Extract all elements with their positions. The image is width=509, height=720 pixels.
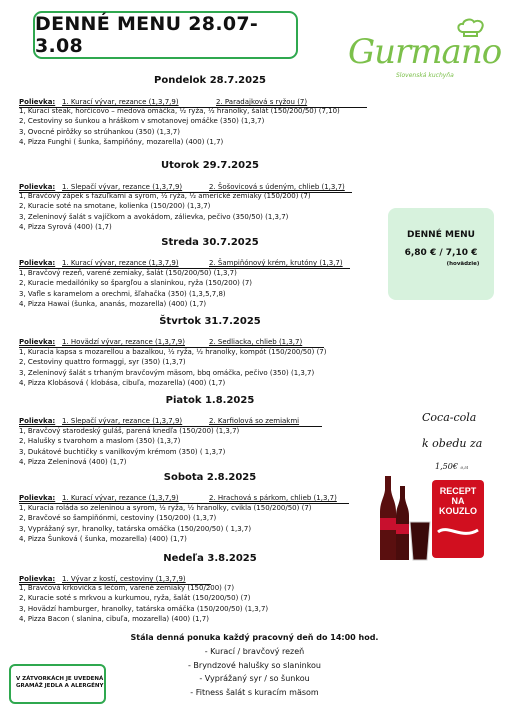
soup-1: 1. Kurací vývar, rezance (1,3,7,9) [62, 494, 179, 502]
dish-item: 4, Pizza Hawai (šunka, ananás, mozarella) (400) (1,7) [19, 299, 207, 308]
dish-item: 4, Pizza Klobásová ( klobása, cibuľa, mozarella) (400) (1,7) [19, 378, 226, 387]
allergen-note [9, 664, 106, 704]
soup-label: Polievka: [19, 259, 56, 267]
dish-list [19, 503, 312, 544]
dish-item: 4, Pizza Syrová (400) (1,7) [19, 222, 112, 231]
dish-item: 3, Dukátové buchtičky s vanilkovým krémom (350) ( 1,3,7) [19, 447, 226, 456]
dish-item: 2, Cestoviny so šunkou a hráškom v smotanovej omáčke (350) (1,3,7) [19, 117, 265, 126]
cola-bottle-icon [380, 476, 396, 560]
dish-item: 3, Zeleninový šalát s vajíčkom a avokádom, zálievka, pečivo (350/50) (1,3,7) [19, 212, 289, 221]
dish-item: 1, Kuracia kapsa s mozarellou a bazalkou, ½ ryža, ½ hranolky, kompót (150/200/50) (7) [19, 348, 327, 356]
soup-2: 2. Šampiňónový krém, krutóny (1,3,7) [209, 259, 343, 267]
soup-1: 1. Hovädzí vývar, rezance (1,3,7,9) [62, 338, 185, 346]
soup-row [19, 417, 300, 425]
dish-item: 1, Bravčová krkovička s lečom, varené zemiaky (150/200) (7) [19, 584, 235, 592]
dish-item: 1, Bravčový zápek s fazuľkami a syrom, ½ ryža, ½ americké zemiaky (150/200) (7) [19, 192, 311, 200]
allergen-note-line: V ZÁTVORKÁCH JE UVEDENÁ [16, 676, 104, 682]
standing-offer-item: - Vyprážaný syr / so šunkou [199, 674, 310, 684]
cola-price-unit: 0,5l [460, 465, 469, 470]
day-heading: Štvrtok 31.7.2025 [159, 316, 261, 327]
standing-offer-item: - Fitness šalát s kuracím mäsom [190, 687, 319, 697]
soup-1: 1. Slepačí vývar, rezance (1,3,7,9) [62, 417, 183, 425]
soup-2: 2. Paradajková s ryžou (7) [216, 98, 308, 106]
cola-sign [432, 480, 484, 558]
soup-label: Polievka: [19, 494, 56, 502]
dish-item: 4, Pizza Zeleninová (400) (1,7) [19, 457, 127, 466]
cola-promo-line1: Coca-cola [422, 411, 477, 424]
soup-row [19, 98, 308, 106]
cola-bottle-icon [396, 486, 409, 560]
soup-label: Polievka: [19, 183, 56, 191]
day-heading: Pondelok 28.7.2025 [154, 75, 266, 86]
soup-label: Polievka: [19, 338, 56, 346]
dish-list [19, 583, 268, 624]
soup-row [19, 259, 343, 267]
soup-row [19, 575, 186, 583]
cola-promo-line2: k obedu za [422, 437, 483, 450]
dish-item: 1, Bravčový rezeň, varené zemiaky, šalát (150/200/50) (1,3,7) [19, 269, 237, 277]
coca-cola-bottles-image [370, 472, 488, 562]
soup-1: 1. Kurací vývar, rezance (1,3,7,9) [62, 98, 179, 106]
soup-1: 1. Slepačí vývar, rezance (1,3,7,9) [62, 183, 183, 191]
logo-wordmark: Gurmano [348, 32, 502, 72]
day-heading: Nedeľa 3.8.2025 [163, 553, 257, 564]
dish-item: 2, Bravčové so šampiňónmi, cestoviny (150/200) (1,3,7) [19, 514, 217, 523]
dish-item: 3, Vafle s karamelom a orechmi, šľahačka (350) (1,3,5,7,8) [19, 289, 226, 298]
price-box-note: (hovädzie) [446, 261, 480, 267]
dish-list [19, 106, 340, 147]
soup-label: Polievka: [19, 98, 56, 106]
price-box-price: 6,80 € / 7,10 € [404, 248, 478, 258]
soup-2: 2. Karfiolová so zemiakmi [209, 417, 300, 425]
dish-item: 3, Hovädzí hamburger, hranolky, tatárska omáčka (150/200/50) (1,3,7) [19, 604, 269, 613]
price-box-title: DENNÉ MENU [407, 230, 475, 240]
dish-list [19, 347, 326, 388]
standing-offer-heading: Stála denná ponuka každý pracovný deň do 14:00 hod. [130, 633, 379, 642]
dish-item: 3, Ovocné pirôžky so strúhankou (350) (1,3,7) [19, 127, 180, 136]
dish-item: 4, Pizza Bacon ( slanina, cibuľa, mozarella) (400) (1,7) [19, 614, 209, 623]
dish-item: 2, Kuracie soté s mrkvou a kurkumou, ryža, šalát (150/200/50) (7) [19, 594, 251, 603]
standing-offer-item: - Bryndzové halušky so slaninkou [187, 660, 321, 670]
soup-2: 2. Hrachová s párkom, chlieb (1,3,7) [209, 494, 337, 502]
dish-item: 2, Kuracie medailóniky so špargľou a slaninkou, ryža (150/200) (7) [19, 279, 253, 288]
dish-item: 1, Kurací steak, horčicovo – medová omáčka, ½ ryža, ½ hranolky, šalát (150/200/50) (7,10) [19, 107, 340, 115]
standing-offer-item: - Kurací / bravčový rezeň [204, 647, 305, 656]
menu-title: DENNÉ MENU 28.07- 3.08 [33, 11, 298, 59]
dish-item: 2, Cestoviny quattro formaggi, syr (350) (1,3,7) [19, 358, 186, 367]
cola-glass-icon [410, 522, 430, 560]
soup-row [19, 338, 303, 346]
soup-2: 2. Sedliacka, chlieb (1,3,7) [209, 338, 303, 346]
soup-label: Polievka: [19, 417, 56, 425]
dish-item: 2, Kuracie soté na smotane, kolienka (150/200) (1,3,7) [19, 202, 211, 211]
cola-price-value: 1,50€ [435, 462, 458, 471]
soup-1: 1. Kurací vývar, rezance (1,3,7,9) [62, 259, 179, 267]
day-heading: Sobota 2.8.2025 [163, 472, 257, 483]
dish-item: 1, Bravčový starodeský guláš, parená knedľa (150/200) (1,3,7) [19, 427, 240, 435]
dish-list [19, 268, 252, 309]
dish-item: 4, Pizza Šunková ( šunka, mozarella) (400) (1,7) [19, 534, 187, 543]
day-heading: Piatok 1.8.2025 [165, 395, 255, 406]
soup-1: 1. Vývar z kostí, cestoviny (1,3,7,9) [62, 575, 186, 583]
cola-price [435, 462, 468, 471]
allergen-note-line: GRAMÁŽ JEDLA A ALERGÉNY [16, 683, 104, 689]
dish-list [19, 191, 311, 232]
dish-list [19, 426, 239, 467]
day-heading: Utorok 29.7.2025 [160, 160, 259, 171]
soup-row [19, 494, 337, 502]
soup-row [19, 183, 345, 191]
dish-item: 3, Vyprážaný syr, hranolky, tatárska omáčka (150/200/50) ( 1,3,7) [19, 524, 252, 533]
cola-sign-text: RECEPT NA KOUZLO [439, 486, 477, 516]
logo-subtitle: Slovenská kuchyňa [396, 72, 454, 79]
dish-item: 2, Halušky s tvarohom a maslom (350) (1,3,7) [19, 437, 181, 446]
dish-item: 1, Kuracia roláda so zeleninou a syrom, ½ ryža, ½ hranolky, cvikla (150/200/50) (7) [19, 504, 312, 512]
daily-menu-price-box [388, 208, 494, 300]
dish-item: 3, Zeleninový šalát s trhaným bravčovým mäsom, bbq omáčka, pečivo (350) (1,3,7) [19, 368, 315, 377]
gurmano-logo [346, 18, 502, 82]
dish-item: 4, Pizza Funghi ( šunka, šampiňóny, mozarella) (400) (1,7) [19, 137, 224, 146]
soup-2: 2. Šošovicová s údeným, chlieb (1,3,7) [209, 183, 345, 191]
day-heading: Streda 30.7.2025 [161, 237, 259, 248]
soup-label: Polievka: [19, 575, 56, 583]
